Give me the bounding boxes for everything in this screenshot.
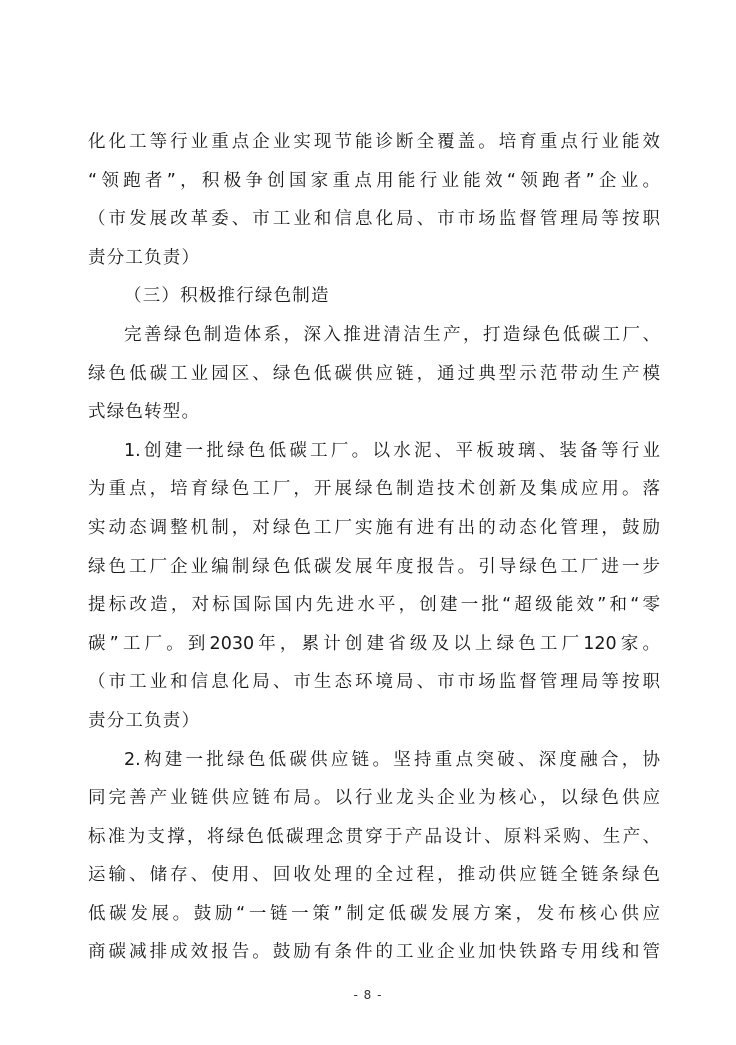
text-line: “领跑者”，积极争创国家重点用能行业能效“领跑者”企业。 <box>88 170 660 191</box>
text-line: 运输、储存、使用、回收处理的全过程，推动供应链全链条绿色 <box>88 865 660 886</box>
body-text <box>88 123 660 972</box>
text-line: 碳”工厂。到2030年，累计创建省级及以上绿色工厂120家。 <box>88 633 660 654</box>
text-line: 绿色工厂企业编制绿色低碳发展年度报告。引导绿色工厂进一步 <box>88 556 660 577</box>
text-line: 标准为支撑，将绿色低碳理念贯穿于产品设计、原料采购、生产、 <box>88 826 660 847</box>
text-line: 完善绿色制造体系，深入推进清洁生产，打造绿色低碳工厂、 <box>124 324 660 345</box>
text-line: 绿色低碳工业园区、绿色低碳供应链，通过典型示范带动生产模 <box>88 363 660 384</box>
text-line: （市工业和信息化局、市生态环境局、市市场监督管理局等按职 <box>88 672 660 693</box>
text-line: 为重点，培育绿色工厂，开展绿色制造技术创新及集成应用。落 <box>88 479 660 500</box>
text-line: 同完善产业链供应链布局。以行业龙头企业为核心，以绿色供应 <box>88 788 660 809</box>
text-line: 责分工负责） <box>88 710 201 731</box>
page-number: - 8 - <box>353 988 383 1002</box>
text-line: 提标改造，对标国际国内先进水平，创建一批“超级能效”和“零 <box>88 595 660 616</box>
text-line: 式绿色转型。 <box>88 402 201 423</box>
text-line: 低碳发展。鼓励“一链一策”制定低碳发展方案，发布核心供应 <box>88 903 660 924</box>
text-line: 化化工等行业重点企业实现节能诊断全覆盖。培育重点行业能效 <box>88 132 660 152</box>
text-line: 实动态调整机制，对绿色工厂实施有进有出的动态化管理，鼓励 <box>88 517 660 538</box>
text-line: 1.创建一批绿色低碳工厂。以水泥、平板玻璃、装备等行业 <box>124 440 660 461</box>
text-line: 责分工负责） <box>88 247 201 268</box>
text-line: 2.构建一批绿色低碳供应链。坚持重点突破、深度融合，协 <box>124 749 660 770</box>
section-heading: （三）积极推行绿色制造 <box>124 286 330 307</box>
text-line: 商碳减排成效报告。鼓励有条件的工业企业加快铁路专用线和管 <box>88 942 660 963</box>
text-line: （市发展改革委、市工业和信息化局、市市场监督管理局等按职 <box>88 209 660 230</box>
